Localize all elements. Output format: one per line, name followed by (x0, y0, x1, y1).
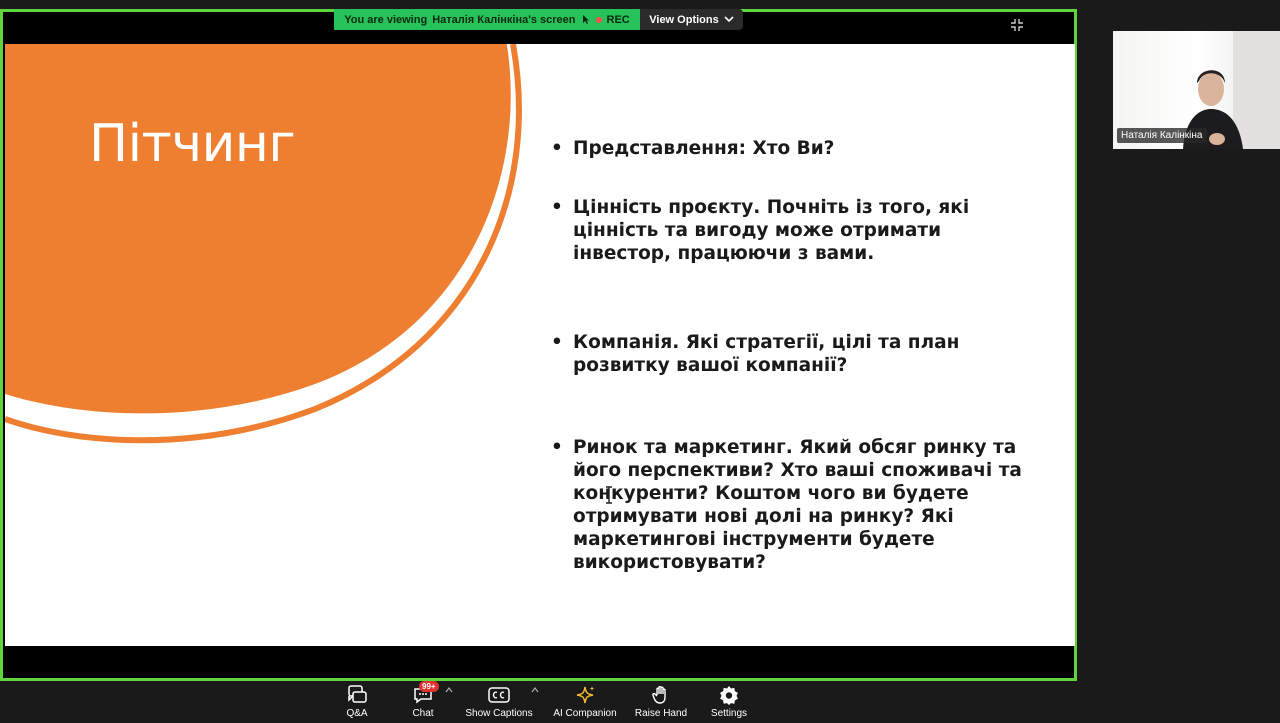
chevron-down-icon (724, 16, 734, 23)
banner-presenter-name: Наталія Калінкіна's screen (432, 13, 576, 26)
rec-label: REC (606, 13, 630, 26)
bullet-introduction: • Представлення: Хто Ви? (551, 138, 835, 159)
remote-control-icon (581, 14, 591, 25)
captions-caret-icon[interactable] (531, 687, 539, 693)
qa-button[interactable]: Q&A (340, 681, 374, 723)
bullet-project-value: • Цінність проєкту. Почніть із того, які цінність та вигоду може отримати інвестор, працюючи з вами. (551, 197, 970, 264)
raise-hand-icon (652, 685, 670, 705)
bullet-company: • Компанія. Які стратегії, цілі та план розвитку вашої компанії? (551, 332, 960, 376)
orange-circle-decoration (5, 44, 535, 454)
exit-fullscreen-icon[interactable] (1010, 18, 1024, 32)
chat-button[interactable]: Chat 99+ (405, 681, 441, 723)
presentation-slide (5, 44, 1075, 646)
shared-screen-frame (0, 9, 1077, 681)
slide-title: Пітчинг (89, 114, 296, 174)
ai-companion-sparkle-icon (574, 685, 596, 705)
raise-hand-button[interactable]: Raise Hand (632, 681, 690, 723)
text-cursor-icon (604, 486, 614, 504)
gear-icon (719, 685, 739, 705)
ai-companion-button[interactable]: AI Companion (551, 681, 619, 723)
banner-viewing-text: You are viewing (344, 13, 428, 26)
chat-caret-icon[interactable] (445, 687, 453, 693)
show-captions-button[interactable]: Show Captions (464, 681, 534, 723)
chat-unread-badge: 99+ (419, 681, 439, 692)
recording-dot-icon (596, 17, 602, 23)
screen-share-banner (334, 9, 640, 30)
view-options-button[interactable] (640, 9, 743, 30)
bullet-market-marketing: • Ринок та маркетинг. Який обсяг ринку та його перспективи? Хто ваші споживачі та конкуренти? Коштом чого ви будете отримувати нові долі на ринку? Які маркетингові інструменти будете використовувати? (551, 437, 1022, 573)
settings-button[interactable]: Settings (708, 681, 750, 723)
captions-icon (488, 687, 510, 703)
meeting-toolbar (0, 681, 1280, 723)
participant-name-label: Наталія Калінкіна (1117, 128, 1207, 143)
participant-video-tile[interactable] (1113, 31, 1280, 149)
qa-icon (346, 685, 368, 705)
view-options-label: View Options (649, 13, 719, 26)
